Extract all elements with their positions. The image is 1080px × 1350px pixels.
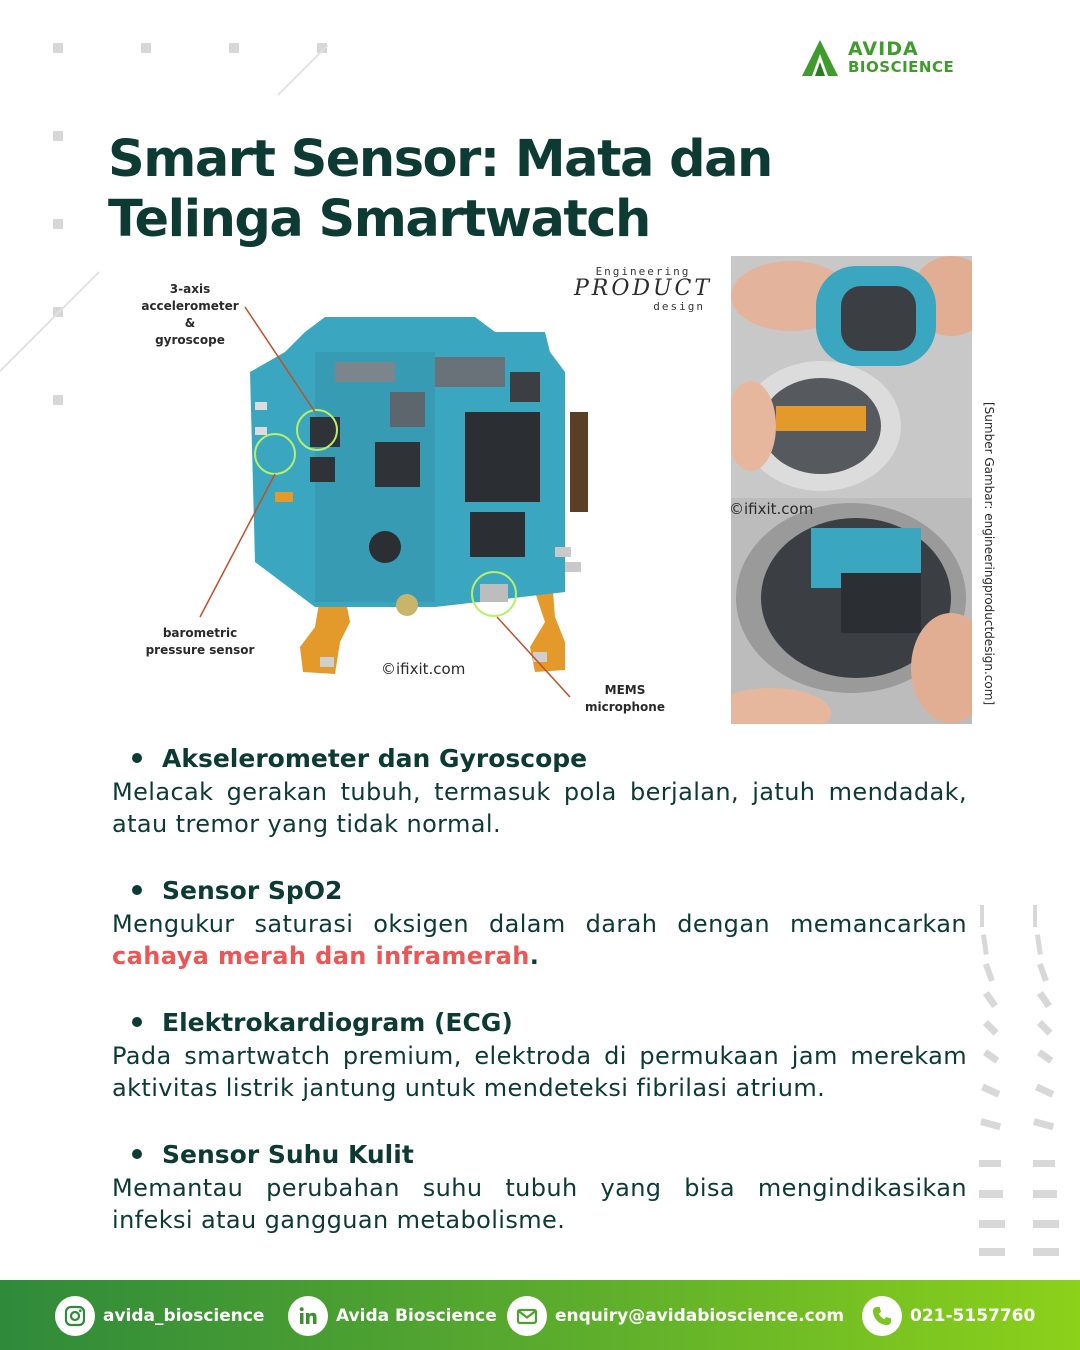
item-title: Sensor SpO2 [162,875,343,905]
decor-square [53,219,63,229]
decor-square [53,131,63,141]
ifixit-photo-credit-label: ©ifixit.com [729,500,814,518]
item-title: Elektrokardiogram (ECG) [162,1007,513,1037]
linkedin-link[interactable] [288,1296,497,1336]
decor-square [53,395,63,405]
phone-link[interactable] [862,1296,1035,1336]
decor-square [229,43,239,53]
image-source-caption: [Sumber Gambar: engineeringproductdesign.com] [982,402,996,706]
title-line2: Telinga Smartwatch [108,190,650,249]
watch-disassembly-photo-bottom [731,498,972,724]
decor-line [277,45,328,96]
linkedin-name: Avida Bioscience [336,1306,497,1326]
contact-footer [0,1280,1080,1350]
phone-icon [862,1296,902,1336]
page-title [108,130,868,250]
ifixit-credit: ©ifixit.com [381,660,466,678]
instagram-icon [55,1296,95,1336]
list-item [112,740,967,840]
phone-number: 021-5157760 [910,1306,1036,1326]
accelerometer-label: 3-axis accelerometer & gyroscope [141,282,239,347]
pcb-figure [135,262,720,722]
brand-name-line1: AVIDA [848,38,919,60]
list-item [112,1136,967,1236]
bullet-icon [132,1149,142,1159]
watch-disassembly-photo-top [731,256,972,499]
avida-logo-icon [800,38,846,78]
decor-stripes [975,900,1065,1260]
instagram-link[interactable] [55,1296,264,1336]
bullet-icon [132,885,142,895]
item-body: Pada smartwatch premium, elektroda di permukaan jam merekam aktivitas listrik jantung untuk mendeteksi fibrilasi atrium. [112,1042,967,1102]
item-title: Akselerometer dan Gyroscope [162,743,588,773]
decor-square [141,43,151,53]
instagram-handle: avida_bioscience [103,1306,265,1326]
mail-icon [507,1296,547,1336]
linkedin-icon [288,1296,328,1336]
item-body: Memantau perubahan suhu tubuh yang bisa mengindikasikan infeksi atau gangguan metabolisme. [112,1174,967,1234]
highlight-text: cahaya merah dan inframerah [112,942,530,970]
decor-square [53,43,63,53]
list-item [112,872,967,972]
brand-name-line2: BIOSCIENCE [848,58,955,76]
engineering-product-design-logo: Engineering PRODUCT design [573,265,713,313]
bullet-icon [132,1017,142,1027]
sensor-list [112,740,967,1268]
decor-line [0,271,100,371]
title-line1: Smart Sensor: Mata dan [108,130,772,189]
item-body: Melacak gerakan tubuh, termasuk pola berjalan, jatuh mendadak, atau tremor yang tidak normal. [112,778,967,838]
item-title: Sensor Suhu Kulit [162,1139,414,1169]
list-item [112,1004,967,1104]
bullet-icon [132,753,142,763]
item-body: Mengukur saturasi oksigen dalam darah dengan memancarkan cahaya merah dan inframerah. [112,910,967,970]
mems-microphone-label: MEMS microphone [585,683,665,714]
email-link[interactable] [507,1296,844,1336]
brand-logo [800,38,1000,82]
email-address: enquiry@avidabioscience.com [555,1306,845,1326]
barometer-label: barometric pressure sensor [145,626,255,657]
